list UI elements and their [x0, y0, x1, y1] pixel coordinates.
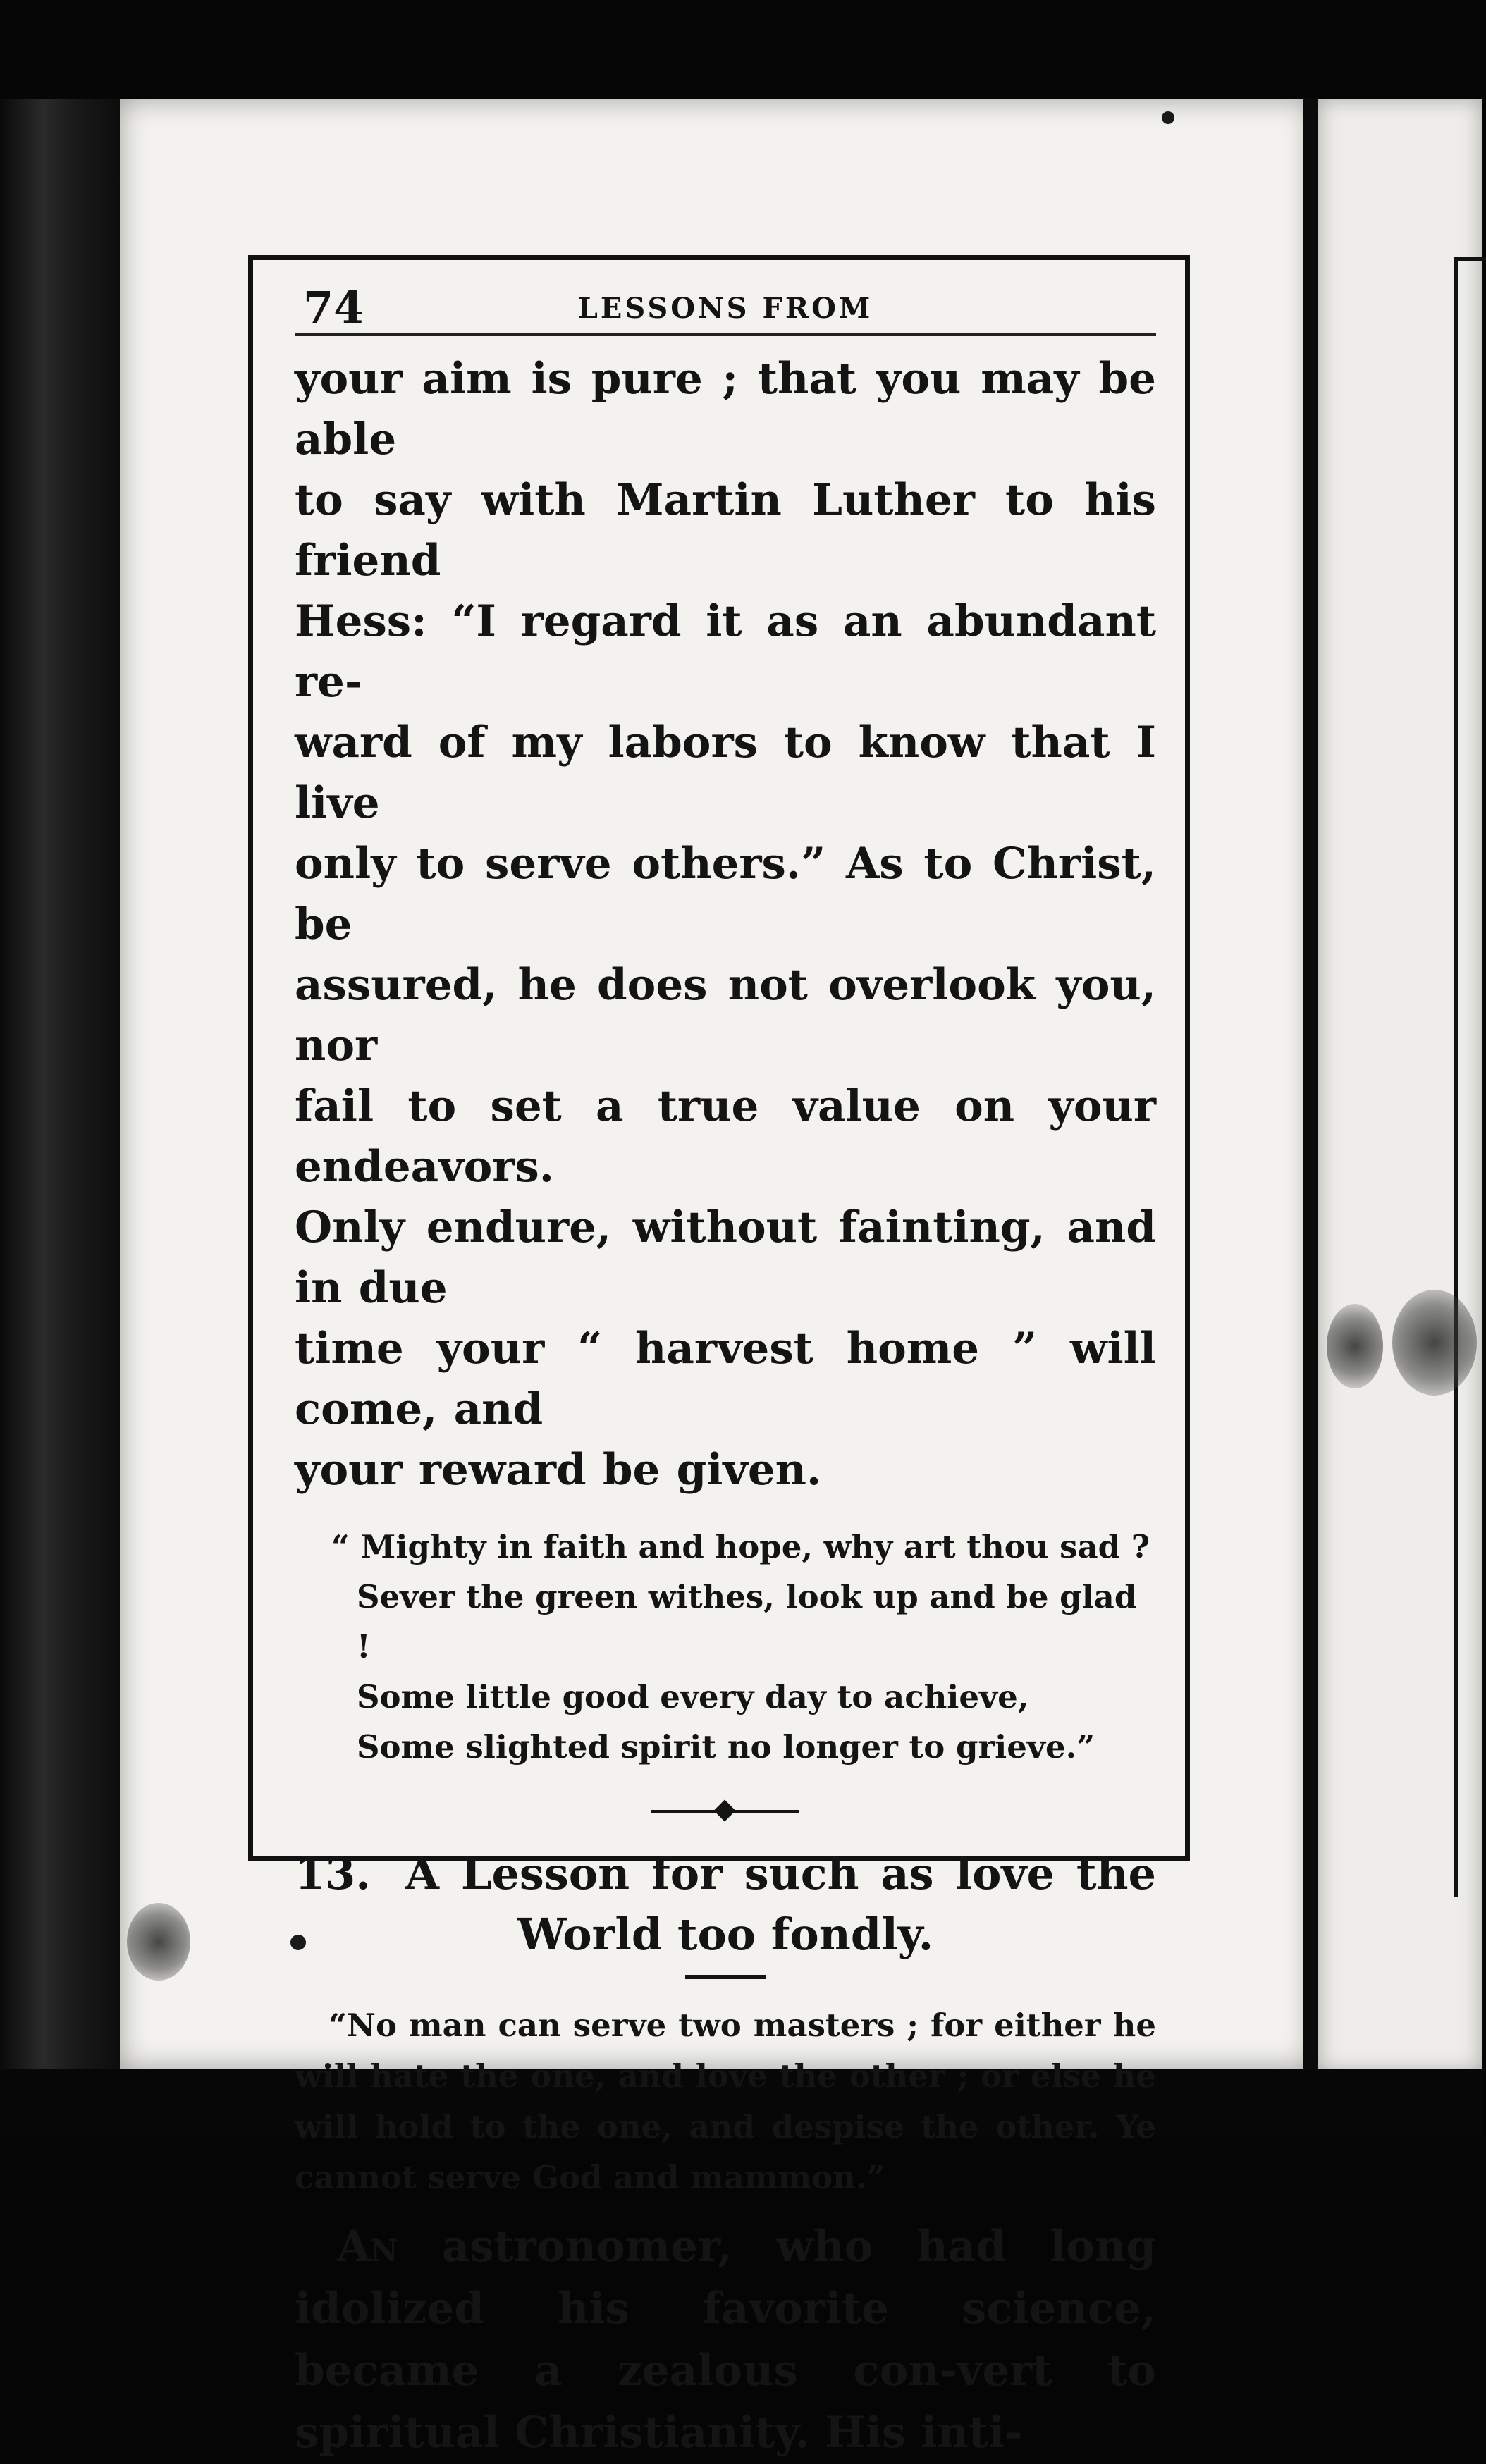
verse-line: Some little good every day to achieve, — [357, 1678, 1029, 1715]
text-line: Hess: “I regard it as an abundant re- — [295, 596, 1156, 707]
scripture-epigraph — [295, 2000, 1156, 2203]
page-text-block — [295, 268, 1156, 2464]
text-line: only to serve others.” As to Christ, be — [295, 839, 1156, 949]
paragraph-text: astronomer, who had long idolized his favorite science, became a zealous con-vert to spiritual Christianity. His inti- — [295, 2222, 1156, 2458]
running-head — [295, 268, 1156, 336]
heading-underline — [685, 1975, 766, 1979]
text-line: your aim is pure ; that you may be able — [295, 354, 1156, 464]
verse-line: Some slighted spirit no longer to grieve.” — [357, 1728, 1095, 1766]
section-heading — [295, 1844, 1156, 1965]
section-title: A Lesson for such as love the World too fondly. — [405, 1848, 1156, 1960]
ink-stain — [1392, 1290, 1477, 1396]
section-divider-ornament — [651, 1803, 799, 1820]
text-line: to say with Martin Luther to his friend — [295, 475, 1156, 586]
text-line: time your “ harvest home ” will come, and — [295, 1324, 1156, 1434]
scan-top-border — [0, 0, 1482, 99]
facing-page-frame — [1454, 257, 1486, 1897]
paragraph-new — [295, 2216, 1156, 2464]
paragraph-continued — [295, 349, 1156, 1501]
running-title: LESSONS FROM — [577, 292, 873, 325]
divider-diamond — [713, 1799, 735, 1821]
text-line: ward of my labors to know that I live — [295, 717, 1156, 828]
page-gutter — [1303, 99, 1318, 2072]
text-line: fail to set a true value on your endeavors. — [295, 1081, 1156, 1192]
text-line: Only endure, without fainting, and in due — [295, 1202, 1156, 1313]
verse-line: Sever the green withes, look up and be glad ! — [357, 1578, 1137, 1665]
ink-stain — [1327, 1304, 1383, 1388]
verse-quote — [295, 1522, 1156, 1772]
opening-word: An — [337, 2222, 398, 2272]
epigraph-text: “No man can serve two masters ; for either he will hate the one, and love the other ; or else he will hold to the one, and despise the other. Ye cannot serve God and mammon.” — [295, 2007, 1156, 2196]
text-line: assured, he does not overlook you, nor — [295, 960, 1156, 1071]
text-line: your reward be given. — [295, 1445, 822, 1495]
page-number: 74 — [303, 282, 364, 333]
ink-stain — [127, 1903, 190, 1981]
verse-line: “ Mighty in faith and hope, why art thou sad ? — [331, 1528, 1150, 1565]
section-number: 13. — [295, 1848, 371, 1899]
book-spine-edge — [0, 99, 123, 2137]
ink-speck — [1162, 111, 1174, 124]
